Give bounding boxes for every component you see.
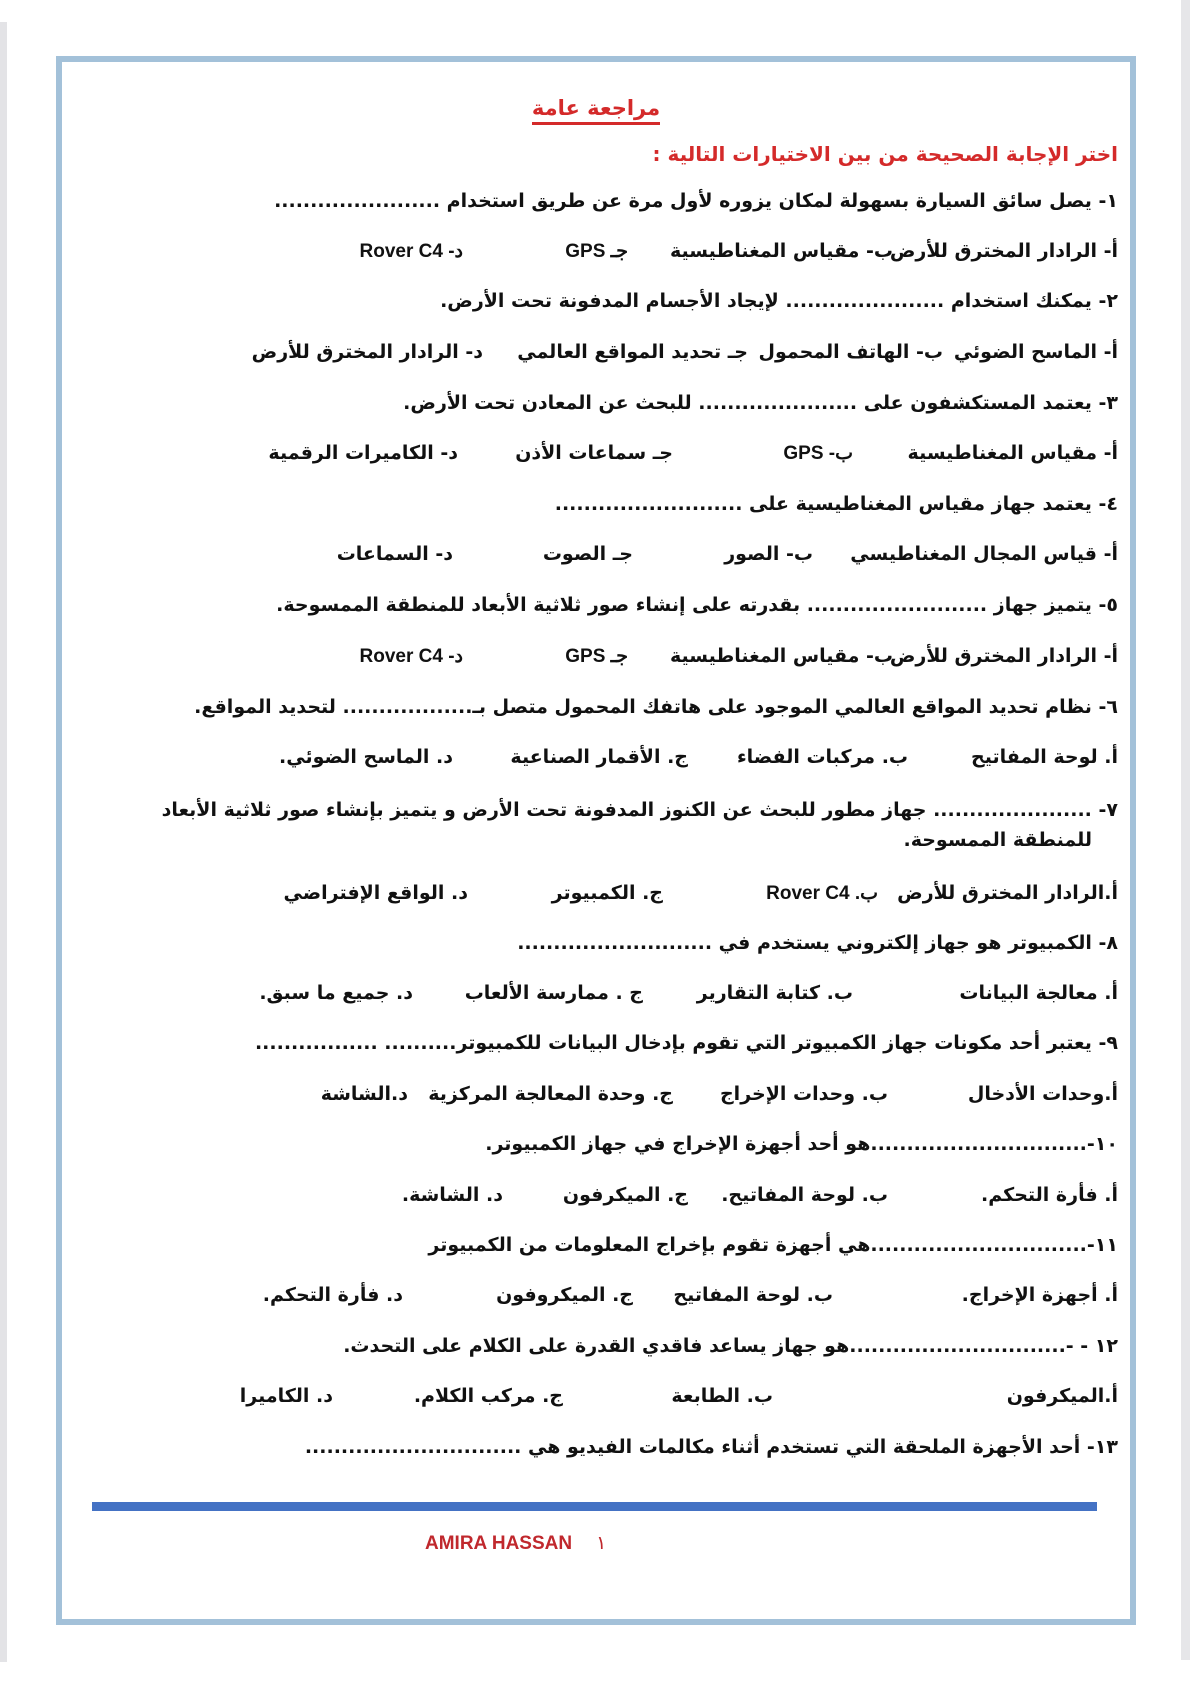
options-8 (102, 982, 1118, 1004)
option-b: ب- مقياس المغناطيسية (669, 240, 893, 262)
question-6: ٦- نظام تحديد المواقع العالمي الموجود على هاتفك المحمول متصل بـ.................. لتحديد المواقع. (194, 696, 1118, 718)
option-a: أ.الرادار المخترق للأرض (897, 882, 1118, 904)
options-2 (102, 341, 1118, 363)
option-c: ج . ممارسة الألعاب (464, 982, 643, 1004)
page-footer (425, 1532, 606, 1555)
option-a: أ. أجهزة الإخراج. (961, 1284, 1118, 1306)
option-b: ب. الطابعة (671, 1385, 773, 1407)
option-b: ب- الهاتف المحمول (758, 341, 943, 363)
question-1: ١- يصل سائق السيارة بسهولة لمكان يزوره لأول مرة عن طريق استخدام ....................... (274, 190, 1118, 212)
option-d: د- Rover C4 (359, 646, 463, 667)
option-b: ب- الصور (724, 543, 813, 565)
option-b: ب. لوحة المفاتيح (673, 1284, 833, 1306)
page-number: ١ (596, 1533, 607, 1554)
option-c: جـ GPS (565, 646, 628, 667)
footer-author: AMIRA HASSAN (425, 1533, 573, 1554)
option-d: د. الكاميرا (239, 1385, 333, 1407)
option-a: أ.وحدات الأدخال (967, 1083, 1118, 1105)
option-a: أ. فأرة التحكم. (981, 1184, 1118, 1206)
option-c: جـ الصوت (542, 543, 633, 565)
option-c: جـ سماعات الأذن (515, 442, 673, 464)
option-d: د. الواقع الإفتراضي (283, 882, 468, 904)
option-d: د. جميع ما سبق. (259, 982, 413, 1004)
option-a: أ- مقياس المغناطيسية (907, 442, 1118, 464)
option-a: أ. لوحة المفاتيح (971, 746, 1118, 768)
instruction-heading: اختر الإجابة الصحيحة من بين الاختيارات التالية : (652, 142, 1118, 166)
option-c: ج. مركب الكلام. (413, 1385, 563, 1407)
options-11 (102, 1284, 1118, 1306)
option-d: د. الماسح الضوئي. (279, 746, 453, 768)
option-a: أ- قياس المجال المغناطيسي (850, 543, 1118, 565)
options-9 (102, 1083, 1118, 1105)
option-d: د. فأرة التحكم. (262, 1284, 403, 1306)
option-b: ب. كتابة التقارير (696, 982, 853, 1004)
option-b: ب- مقياس المغناطيسية (669, 645, 893, 667)
footer-rule (92, 1502, 1097, 1511)
worksheet-content (62, 62, 1130, 1619)
question-7-line-1: ٧- ...................... جهاز مطور للبحث عن الكنوز المدفونة تحت الأرض و يتميز بإنشاء صور ثلاثية الأبعاد (161, 799, 1118, 821)
option-c: ج. الميكرفون (562, 1184, 688, 1206)
question-2: ٢- يمكنك استخدام ...................... لإيجاد الأجسام المدفونة تحت الأرض. (440, 290, 1118, 312)
option-c: ج. وحدة المعالجة المركزية (428, 1083, 673, 1105)
question-7 (82, 795, 1118, 855)
options-3 (102, 442, 1118, 465)
option-c: جـ GPS (565, 241, 628, 262)
page-edge-right (1181, 0, 1190, 1660)
option-c: ج. الأقمار الصناعية (510, 746, 688, 768)
question-12: ١٢ - -..............................هو جهاز يساعد فاقدي القدرة على الكلام على التحدث. (343, 1335, 1118, 1357)
option-a: أ- الرادار المخترق للأرض (889, 645, 1118, 667)
option-a: أ- الرادار المخترق للأرض (889, 240, 1118, 262)
option-a: أ. معالجة البيانات (959, 982, 1118, 1004)
options-6 (102, 746, 1118, 768)
option-d: د. الشاشة. (401, 1184, 503, 1206)
question-11: ١١-..............................هي أجهزة تقوم بإخراج المعلومات من الكمبيوتر (428, 1234, 1118, 1256)
options-7 (102, 882, 1118, 905)
option-d: د- الكاميرات الرقمية (268, 442, 458, 464)
question-9: ٩- يعتبر أحد مكونات جهاز الكمبيوتر التي تقوم بإدخال البيانات للكمبيوتر.......... ................. (254, 1032, 1118, 1054)
question-5: ٥- يتميز جهاز ......................... بقدرته على إنشاء صور ثلاثية الأبعاد للمنطقة الممسوحة. (276, 594, 1118, 616)
question-4: ٤- يعتمد جهاز مقياس المغناطيسية على .......................... (554, 493, 1118, 515)
question-8: ٨- الكمبيوتر هو جهاز إلكتروني يستخدم في ........................... (517, 932, 1118, 954)
question-13: ١٣- أحد الأجهزة الملحقة التي تستخدم أثناء مكالمات الفيديو هي .............................. (304, 1436, 1118, 1458)
page-title-text: مراجعة عامة (532, 96, 660, 125)
option-d: د.الشاشة (320, 1083, 408, 1105)
option-b: ب- GPS (783, 443, 853, 464)
option-d: د- الرادار المخترق للأرض (251, 341, 483, 363)
option-b: ب. مركبات الفضاء (736, 746, 908, 768)
option-a: أ.الميكرفون (1006, 1385, 1118, 1407)
question-7-line-2: للمنطقة الممسوحة. (903, 829, 1092, 851)
option-c: جـ تحديد المواقع العالمي (517, 341, 748, 363)
question-10: ١٠-..............................هو أحد أجهزة الإخراج في جهاز الكمبيوتر. (485, 1133, 1118, 1155)
option-b: ب. Rover C4 (766, 883, 878, 904)
options-1 (102, 240, 1118, 263)
page-title (62, 96, 1130, 120)
page-edge-left (0, 22, 7, 1662)
option-a: أ- الماسح الضوئي (953, 341, 1118, 363)
question-3: ٣- يعتمد المستكشفون على ...................... للبحث عن المعادن تحت الأرض. (403, 392, 1118, 414)
option-d: د- السماعات (336, 543, 453, 565)
option-c: ج. الكمبيوتر (551, 882, 663, 904)
options-12 (102, 1385, 1118, 1407)
option-b: ب. وحدات الإخراج (719, 1083, 888, 1105)
options-10 (102, 1184, 1118, 1206)
options-5 (102, 645, 1118, 668)
option-c: ج. الميكروفون (496, 1284, 633, 1306)
option-d: د- Rover C4 (359, 241, 463, 262)
options-4 (102, 543, 1118, 565)
option-b: ب. لوحة المفاتيح. (721, 1184, 888, 1206)
